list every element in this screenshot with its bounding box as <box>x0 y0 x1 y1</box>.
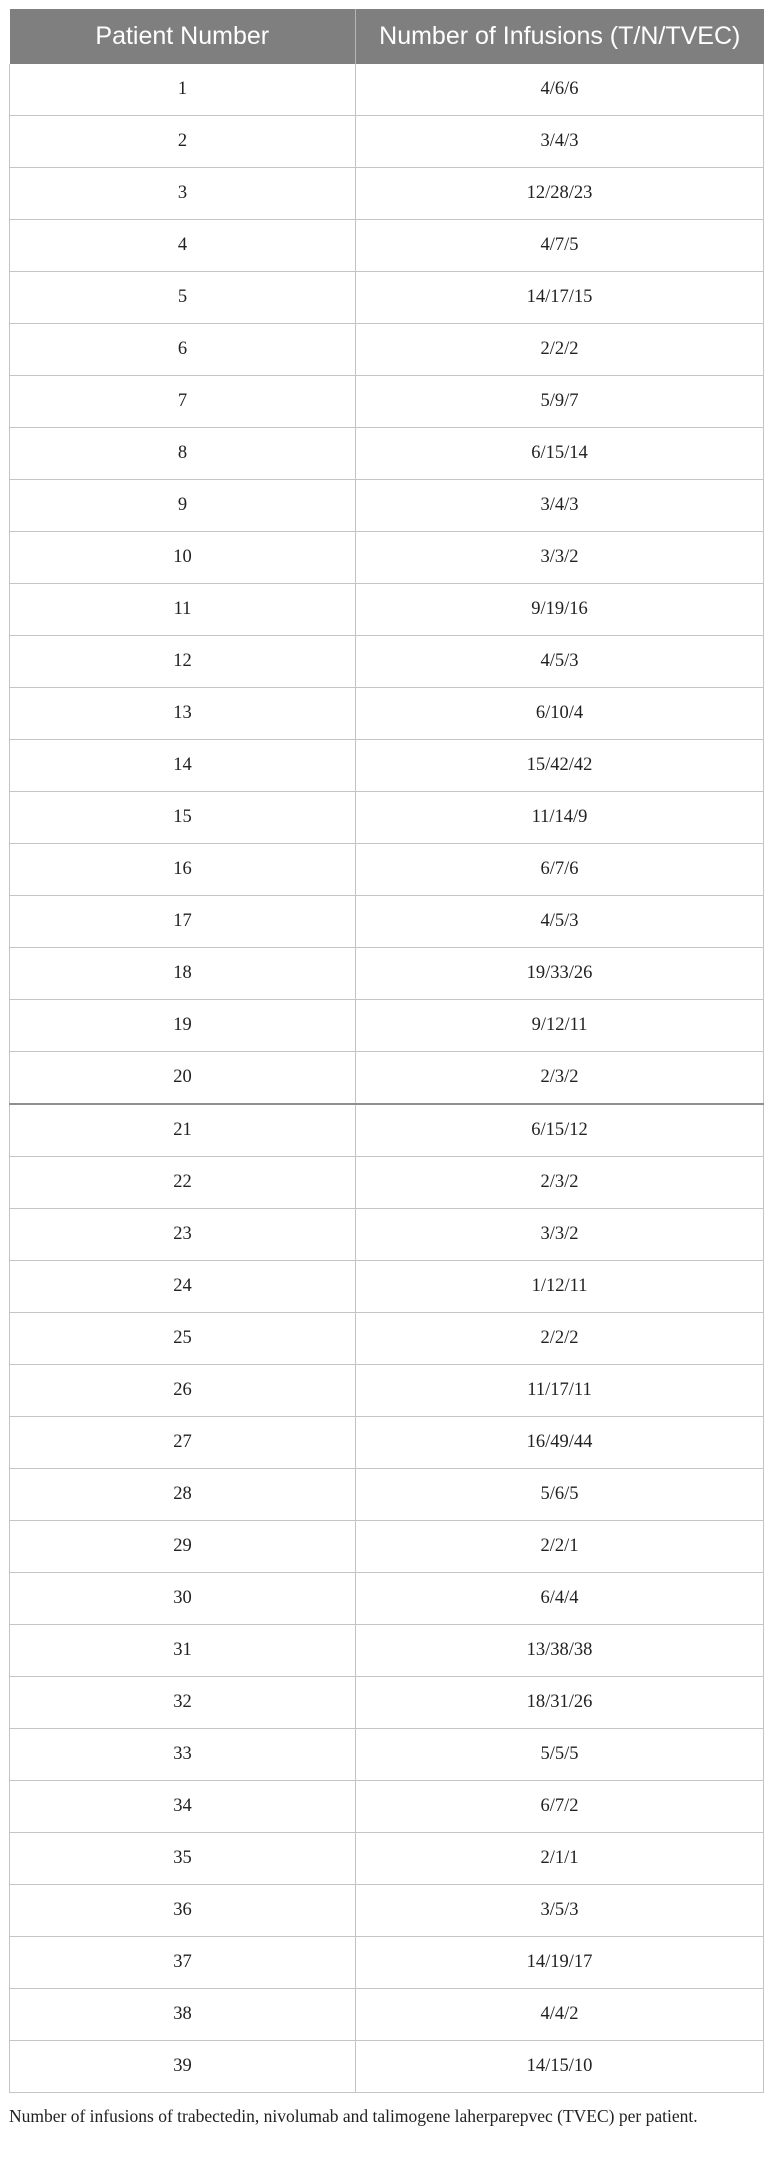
infusions-cell: 12/28/23 <box>356 168 764 220</box>
infusions-cell: 4/7/5 <box>356 220 764 272</box>
infusions-cell: 3/4/3 <box>356 116 764 168</box>
patient-number-cell: 4 <box>10 220 356 272</box>
patient-number-cell: 27 <box>10 1417 356 1469</box>
patient-number-cell: 20 <box>10 1052 356 1105</box>
table-row <box>10 1625 764 1677</box>
table-row <box>10 220 764 272</box>
infusions-cell: 6/10/4 <box>356 688 764 740</box>
patient-number-cell: 10 <box>10 532 356 584</box>
infusions-cell: 4/6/6 <box>356 64 764 116</box>
infusions-table-container <box>9 9 763 2093</box>
table-row <box>10 1104 764 1157</box>
patient-number-cell: 7 <box>10 376 356 428</box>
table-row <box>10 688 764 740</box>
infusions-cell: 5/9/7 <box>356 376 764 428</box>
table-row <box>10 428 764 480</box>
infusions-cell: 16/49/44 <box>356 1417 764 1469</box>
infusions-cell: 2/3/2 <box>356 1052 764 1105</box>
patient-number-cell: 31 <box>10 1625 356 1677</box>
table-row <box>10 116 764 168</box>
patient-number-cell: 30 <box>10 1573 356 1625</box>
table-row <box>10 740 764 792</box>
table-row <box>10 1417 764 1469</box>
patient-number-cell: 29 <box>10 1521 356 1573</box>
table-row <box>10 1365 764 1417</box>
infusions-cell: 4/5/3 <box>356 896 764 948</box>
infusions-cell: 3/5/3 <box>356 1885 764 1937</box>
table-row <box>10 1885 764 1937</box>
infusions-cell: 2/2/2 <box>356 1313 764 1365</box>
patient-number-cell: 15 <box>10 792 356 844</box>
infusions-cell: 1/12/11 <box>356 1261 764 1313</box>
patient-number-cell: 22 <box>10 1157 356 1209</box>
infusions-cell: 2/3/2 <box>356 1157 764 1209</box>
patient-number-cell: 25 <box>10 1313 356 1365</box>
infusions-cell: 14/17/15 <box>356 272 764 324</box>
table-row <box>10 1052 764 1105</box>
infusions-cell: 13/38/38 <box>356 1625 764 1677</box>
patient-number-cell: 28 <box>10 1469 356 1521</box>
table-row <box>10 168 764 220</box>
table-row <box>10 1000 764 1052</box>
infusions-cell: 11/14/9 <box>356 792 764 844</box>
patient-number-cell: 39 <box>10 2041 356 2093</box>
patient-number-cell: 35 <box>10 1833 356 1885</box>
patient-number-cell: 18 <box>10 948 356 1000</box>
table-row <box>10 1521 764 1573</box>
infusions-cell: 4/4/2 <box>356 1989 764 2041</box>
infusions-cell: 14/15/10 <box>356 2041 764 2093</box>
table-row <box>10 1157 764 1209</box>
header-patient-number: Patient Number <box>10 9 356 64</box>
patient-number-cell: 14 <box>10 740 356 792</box>
table-header <box>10 9 764 64</box>
patient-number-cell: 6 <box>10 324 356 376</box>
table-row <box>10 636 764 688</box>
table-row <box>10 1781 764 1833</box>
table-row <box>10 1989 764 2041</box>
patient-number-cell: 37 <box>10 1937 356 1989</box>
table-row <box>10 376 764 428</box>
infusions-cell: 19/33/26 <box>356 948 764 1000</box>
patient-number-cell: 3 <box>10 168 356 220</box>
infusions-cell: 4/5/3 <box>356 636 764 688</box>
patient-number-cell: 33 <box>10 1729 356 1781</box>
table-caption: Number of infusions of trabectedin, nivolumab and talimogene laherparepvec (TVEC) per patient. <box>9 2106 698 2126</box>
infusions-cell: 18/31/26 <box>356 1677 764 1729</box>
table-row <box>10 272 764 324</box>
infusions-cell: 3/3/2 <box>356 1209 764 1261</box>
table-row <box>10 1261 764 1313</box>
patient-number-cell: 11 <box>10 584 356 636</box>
table-row <box>10 2041 764 2093</box>
infusions-cell: 9/12/11 <box>356 1000 764 1052</box>
table-row <box>10 1677 764 1729</box>
table-row <box>10 1573 764 1625</box>
table-row <box>10 792 764 844</box>
patient-number-cell: 24 <box>10 1261 356 1313</box>
patient-number-cell: 34 <box>10 1781 356 1833</box>
infusions-cell: 2/2/1 <box>356 1521 764 1573</box>
patient-number-cell: 32 <box>10 1677 356 1729</box>
infusions-table <box>9 9 764 2093</box>
patient-number-cell: 26 <box>10 1365 356 1417</box>
infusions-cell: 5/5/5 <box>356 1729 764 1781</box>
table-row <box>10 532 764 584</box>
infusions-cell: 9/19/16 <box>356 584 764 636</box>
patient-number-cell: 19 <box>10 1000 356 1052</box>
infusions-cell: 11/17/11 <box>356 1365 764 1417</box>
table-row <box>10 1313 764 1365</box>
infusions-cell: 6/15/14 <box>356 428 764 480</box>
patient-number-cell: 12 <box>10 636 356 688</box>
infusions-cell: 6/4/4 <box>356 1573 764 1625</box>
patient-number-cell: 2 <box>10 116 356 168</box>
table-row <box>10 480 764 532</box>
infusions-cell: 2/1/1 <box>356 1833 764 1885</box>
patient-number-cell: 17 <box>10 896 356 948</box>
table-row <box>10 948 764 1000</box>
infusions-cell: 3/3/2 <box>356 532 764 584</box>
table-row <box>10 584 764 636</box>
patient-number-cell: 21 <box>10 1104 356 1157</box>
table-row <box>10 896 764 948</box>
table-row <box>10 844 764 896</box>
patient-number-cell: 9 <box>10 480 356 532</box>
patient-number-cell: 38 <box>10 1989 356 2041</box>
header-row <box>10 9 764 64</box>
infusions-cell: 6/7/2 <box>356 1781 764 1833</box>
patient-number-cell: 16 <box>10 844 356 896</box>
patient-number-cell: 36 <box>10 1885 356 1937</box>
patient-number-cell: 13 <box>10 688 356 740</box>
table-row <box>10 64 764 116</box>
infusions-cell: 3/4/3 <box>356 480 764 532</box>
table-row <box>10 1937 764 1989</box>
patient-number-cell: 5 <box>10 272 356 324</box>
header-number-of-infusions: Number of Infusions (T/N/TVEC) <box>356 9 764 64</box>
infusions-cell: 14/19/17 <box>356 1937 764 1989</box>
infusions-cell: 2/2/2 <box>356 324 764 376</box>
patient-number-cell: 1 <box>10 64 356 116</box>
infusions-cell: 6/7/6 <box>356 844 764 896</box>
patient-number-cell: 8 <box>10 428 356 480</box>
table-row <box>10 324 764 376</box>
infusions-cell: 6/15/12 <box>356 1104 764 1157</box>
table-row <box>10 1729 764 1781</box>
table-body <box>10 64 764 2093</box>
infusions-cell: 15/42/42 <box>356 740 764 792</box>
table-row <box>10 1209 764 1261</box>
patient-number-cell: 23 <box>10 1209 356 1261</box>
table-row <box>10 1469 764 1521</box>
table-row <box>10 1833 764 1885</box>
infusions-cell: 5/6/5 <box>356 1469 764 1521</box>
